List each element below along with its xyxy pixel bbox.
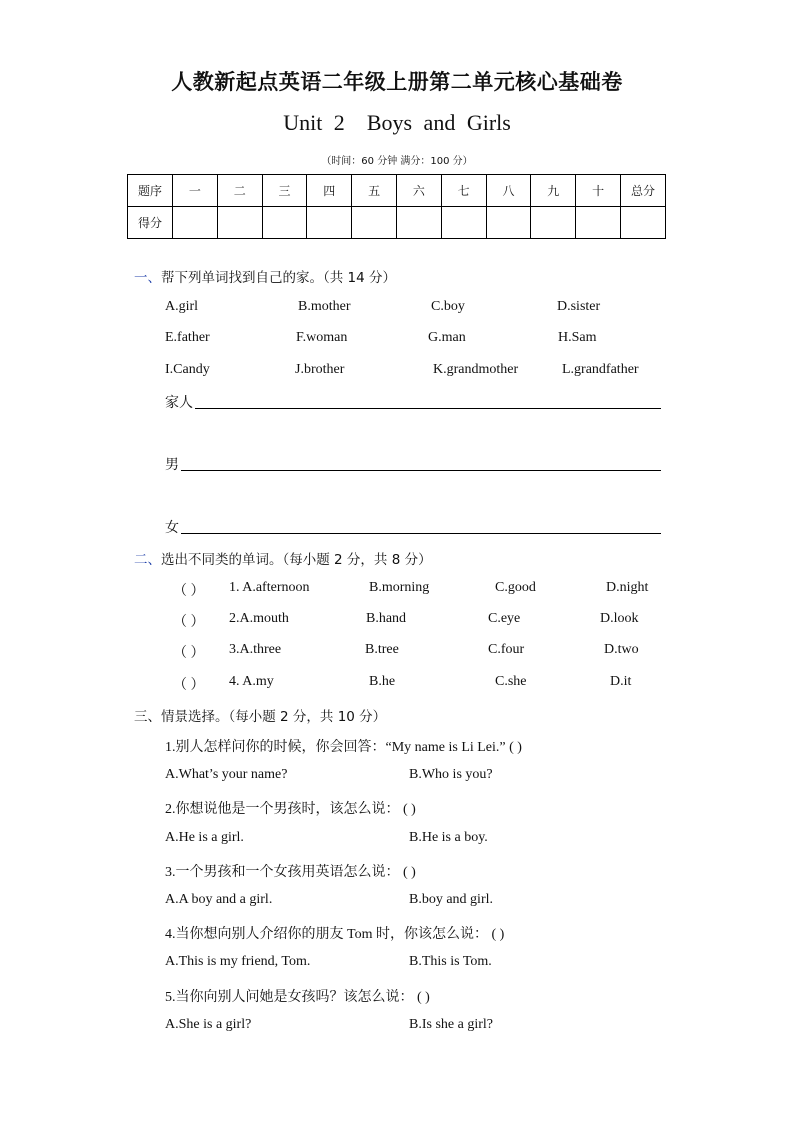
score-cell: 七 — [441, 175, 486, 207]
option-b: B.he — [369, 674, 396, 689]
option-c: C.eye — [488, 611, 521, 626]
option-c: C.good — [495, 580, 536, 595]
score-entry[interactable] — [621, 207, 666, 239]
word-option: I.Candy — [165, 362, 210, 377]
score-entry[interactable] — [173, 207, 218, 239]
score-cell: 六 — [396, 175, 441, 207]
option-b: B.tree — [365, 642, 399, 657]
answer-line-male[interactable] — [181, 470, 661, 471]
question-3: 3.一个男孩和一个女孩用英语怎么说： ( ) — [165, 865, 416, 880]
word-option: A.girl — [165, 299, 199, 314]
option-b: B.hand — [366, 611, 407, 626]
section-3-title — [134, 705, 386, 725]
score-entry[interactable] — [307, 207, 352, 239]
word-option: J.brother — [295, 362, 345, 377]
word-option: H.Sam — [558, 330, 597, 345]
answer-paren[interactable]: （ ） — [173, 646, 205, 661]
word-option: E.father — [165, 330, 210, 345]
score-cell: 四 — [307, 175, 352, 207]
section-2-text: 选出不同类的单词。（每小题 2 分，共 8 分） — [161, 552, 432, 568]
option-d: D.night — [606, 580, 649, 595]
unit-title: Boys and Girls — [366, 110, 511, 135]
score-cell: 十 — [576, 175, 621, 207]
word-option: B.mother — [298, 299, 351, 314]
option-a: 2.A.mouth — [229, 611, 289, 626]
fill-label-male: 男 — [165, 457, 179, 473]
fill-label-female: 女 — [165, 520, 179, 536]
answer-paren[interactable]: （ ） — [173, 615, 205, 630]
page-title: 人教新起点英语二年级上册第二单元核心基础卷 — [171, 70, 623, 94]
question-4: 4.当你想向别人介绍你的朋友 Tom 时，你该怎么说： ( ) — [165, 927, 505, 942]
section-1-title — [134, 266, 396, 286]
answer-line-family[interactable] — [195, 408, 661, 409]
question-2-option-b: B.He is a boy. — [409, 830, 488, 845]
score-table-header-row — [128, 175, 666, 207]
question-5-option-a: A.She is a girl? — [165, 1017, 252, 1032]
answer-line-female[interactable] — [181, 533, 661, 534]
score-entry[interactable] — [396, 207, 441, 239]
word-option: C.boy — [431, 299, 465, 314]
score-entry[interactable] — [531, 207, 576, 239]
question-5-option-b: B.Is she a girl? — [409, 1017, 493, 1032]
question-1-option-a: A.What’s your name? — [165, 767, 288, 782]
score-entry[interactable] — [486, 207, 531, 239]
exam-meta: （时间：60 分钟 满分：100 分） — [321, 156, 473, 167]
answer-paren[interactable]: （ ） — [173, 678, 205, 693]
word-option: K.grandmother — [433, 362, 519, 377]
score-row-label: 得分 — [128, 207, 173, 239]
score-entry[interactable] — [441, 207, 486, 239]
option-a: 4. A.my — [229, 674, 274, 689]
word-option: D.sister — [557, 299, 601, 314]
unit-heading — [0, 110, 794, 136]
score-cell: 二 — [217, 175, 262, 207]
score-entry[interactable] — [576, 207, 621, 239]
score-cell: 总分 — [621, 175, 666, 207]
word-option: F.woman — [296, 330, 348, 345]
section-2-number: 二、 — [134, 552, 161, 568]
section-3-number: 三、 — [134, 709, 161, 725]
score-entry[interactable] — [217, 207, 262, 239]
score-cell: 三 — [262, 175, 307, 207]
score-cell: 九 — [531, 175, 576, 207]
word-option: L.grandfather — [562, 362, 639, 377]
score-cell: 一 — [173, 175, 218, 207]
score-table-score-row — [128, 207, 666, 239]
question-4-option-a: A.This is my friend, Tom. — [165, 954, 311, 969]
unit-number: Unit 2 — [283, 110, 345, 135]
question-3-option-a: A.A boy and a girl. — [165, 892, 273, 907]
section-2-title — [134, 548, 432, 568]
question-5: 5.当你向别人问她是女孩吗？该怎么说： ( ) — [165, 990, 430, 1005]
question-1-option-b: B.Who is you? — [409, 767, 493, 782]
section-1-number: 一、 — [134, 270, 161, 286]
option-c: C.four — [488, 642, 525, 657]
question-2-option-a: A.He is a girl. — [165, 830, 244, 845]
option-d: D.two — [604, 642, 639, 657]
option-d: D.look — [600, 611, 639, 626]
score-entry[interactable] — [352, 207, 397, 239]
score-cell: 五 — [352, 175, 397, 207]
word-option: G.man — [428, 330, 466, 345]
option-d: D.it — [610, 674, 632, 689]
question-1: 1.别人怎样问你的时候，你会回答：“My name is Li Lei.” ( ) — [165, 740, 522, 755]
score-table — [127, 174, 666, 239]
option-a: 1. A.afternoon — [229, 580, 310, 595]
section-3-text: 情景选择。（每小题 2 分，共 10 分） — [161, 709, 387, 725]
score-cell: 八 — [486, 175, 531, 207]
option-b: B.morning — [369, 580, 430, 595]
question-3-option-b: B.boy and girl. — [409, 892, 493, 907]
score-cell: 题序 — [128, 175, 173, 207]
option-c: C.she — [495, 674, 527, 689]
question-4-option-b: B.This is Tom. — [409, 954, 492, 969]
score-entry[interactable] — [262, 207, 307, 239]
question-2: 2.你想说他是一个男孩时，该怎么说： ( ) — [165, 802, 416, 817]
section-1-text: 帮下列单词找到自己的家。（共 14 分） — [161, 270, 397, 286]
fill-label-family: 家人 — [165, 395, 193, 411]
option-a: 3.A.three — [229, 642, 282, 657]
answer-paren[interactable]: （ ） — [173, 584, 205, 599]
